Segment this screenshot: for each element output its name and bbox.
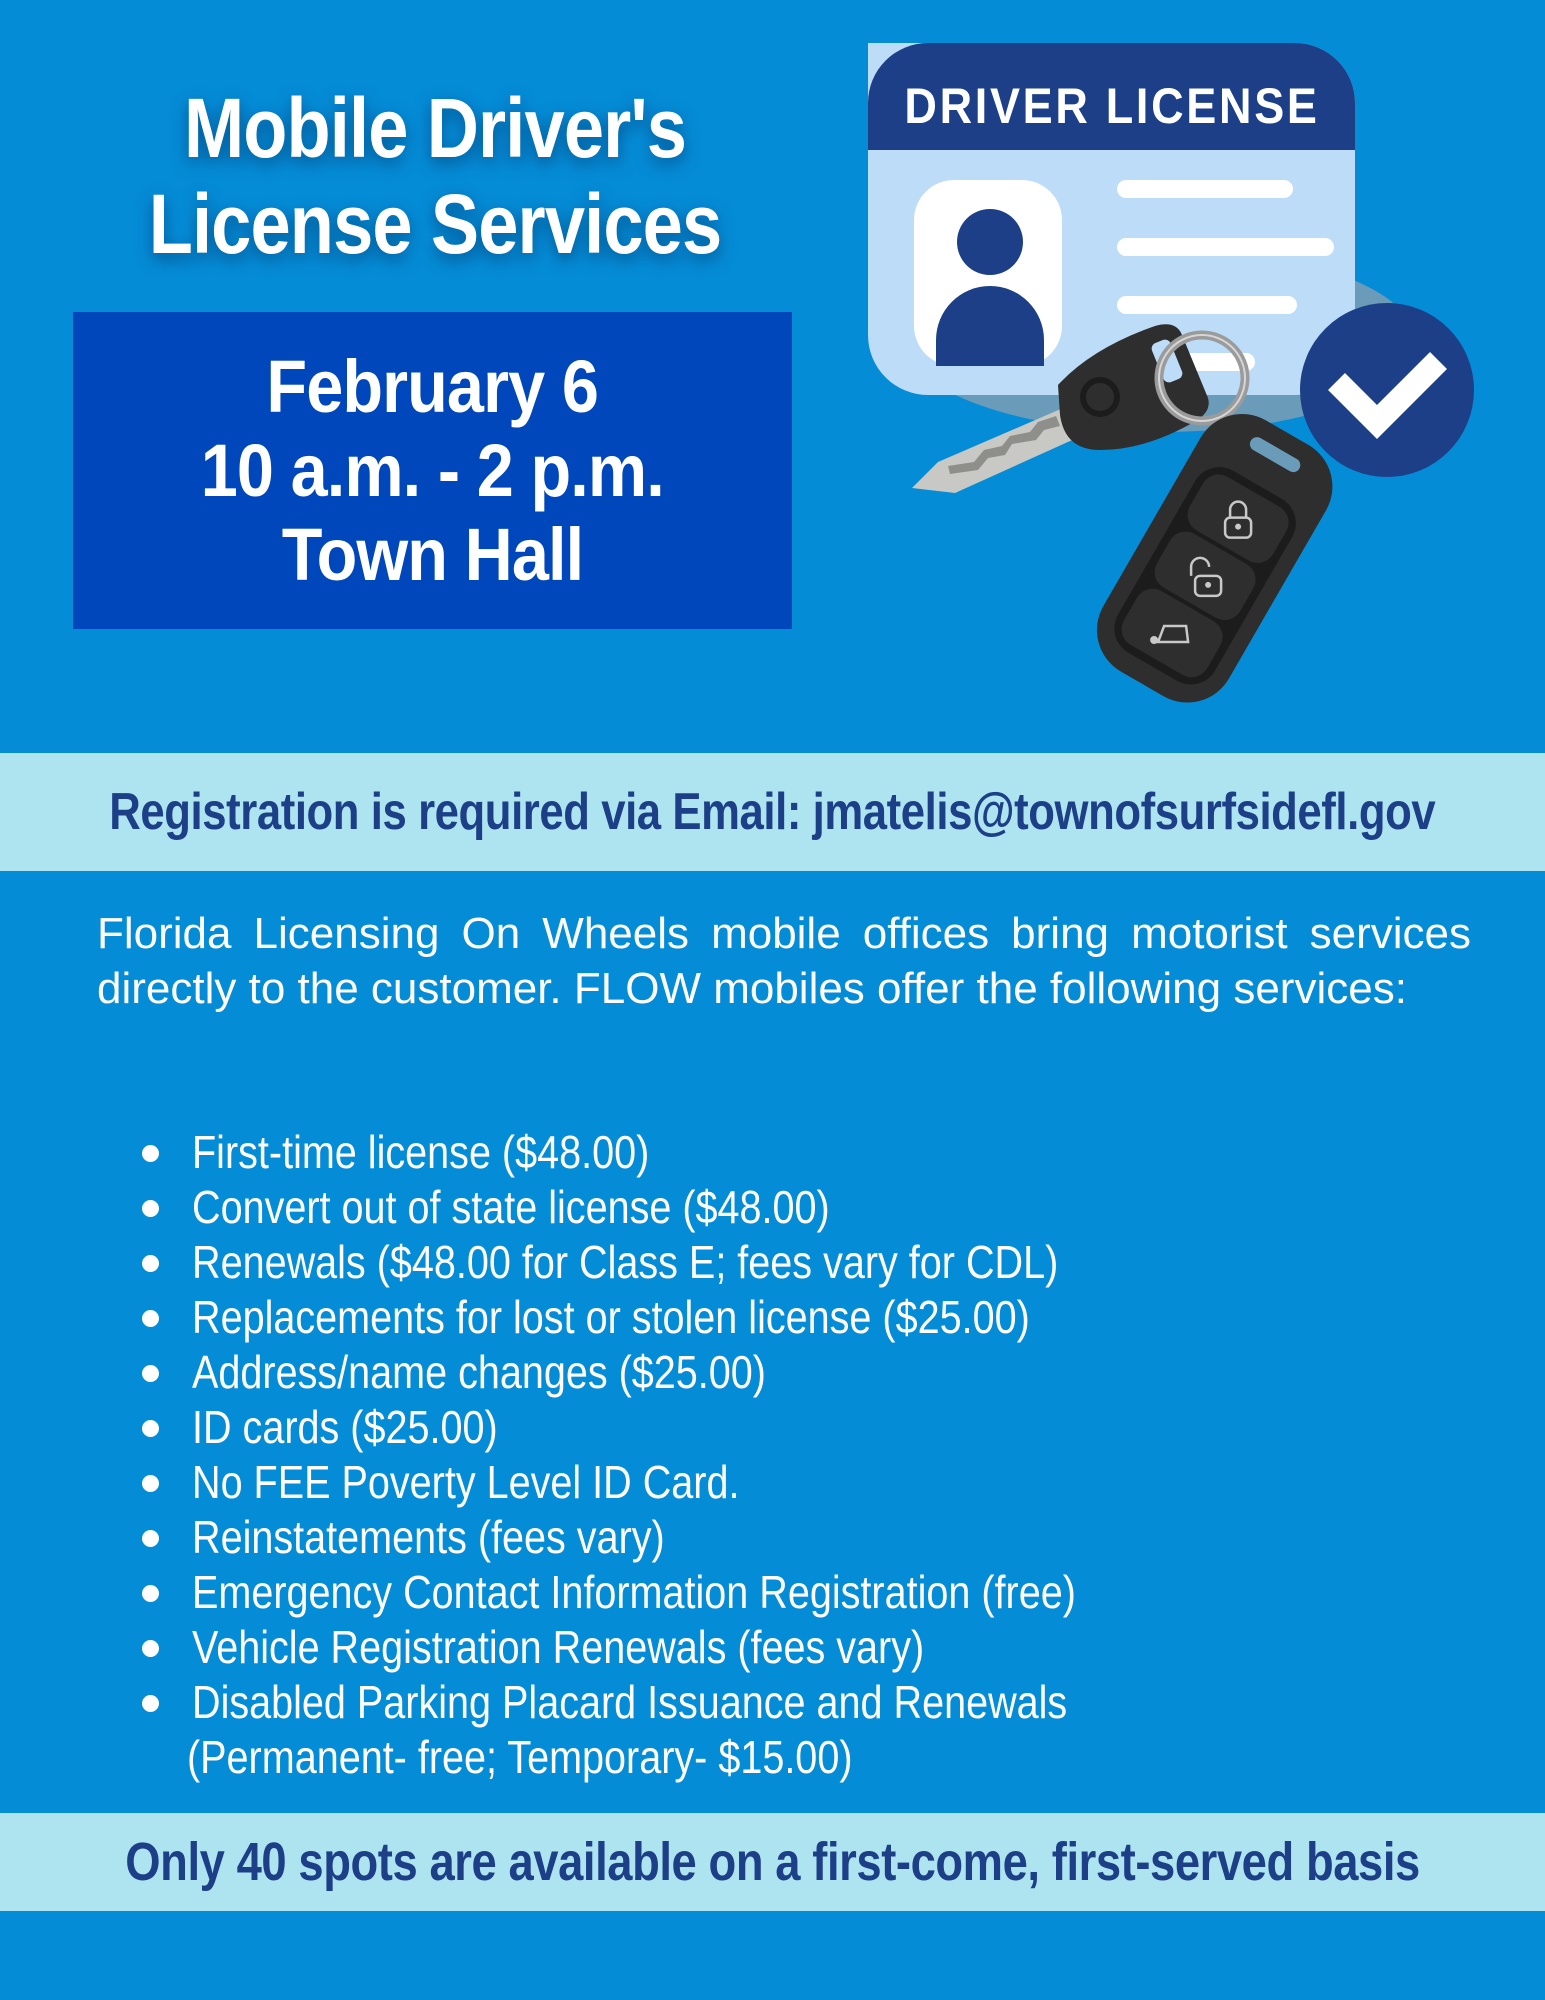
list-item: No FEE Poverty Level ID Card. xyxy=(130,1455,1430,1510)
bullet-icon xyxy=(142,1475,159,1492)
bullet-icon xyxy=(142,1145,159,1162)
bullet-icon xyxy=(142,1530,159,1547)
intro-paragraph: Florida Licensing On Wheels mobile offices bring motorist services directly to the customer. FLOW mobiles offer the following services: xyxy=(97,909,1471,1013)
event-date: February 6 xyxy=(266,344,599,428)
bullet-icon xyxy=(142,1695,159,1712)
list-item: Emergency Contact Information Registration (free) xyxy=(130,1565,1430,1620)
event-time: 10 a.m. - 2 p.m. xyxy=(200,428,665,512)
checkmark-badge-icon xyxy=(1300,303,1474,477)
event-location: Town Hall xyxy=(281,512,584,596)
bullet-icon xyxy=(142,1255,159,1272)
svg-text:DRIVER LICENSE: DRIVER LICENSE xyxy=(904,78,1320,135)
list-item: Replacements for lost or stolen license ($25.00) xyxy=(130,1290,1430,1345)
bullet-icon xyxy=(142,1585,159,1602)
bullet-icon xyxy=(142,1365,159,1382)
list-item: Disabled Parking Placard Issuance and Renewals (Permanent- free; Temporary- $15.00) xyxy=(130,1675,1430,1785)
driver-license-illustration xyxy=(860,30,1510,710)
list-item: Address/name changes ($25.00) xyxy=(130,1345,1430,1400)
title-line-2: License Services xyxy=(148,177,722,271)
services-list xyxy=(130,1125,1430,1785)
registration-banner xyxy=(0,753,1545,871)
flyer-title xyxy=(87,80,784,272)
title-line-1: Mobile Driver's xyxy=(183,81,687,175)
list-item: Vehicle Registration Renewals (fees vary) xyxy=(130,1620,1430,1675)
bullet-icon xyxy=(142,1420,159,1437)
list-item: Convert out of state license ($48.00) xyxy=(130,1180,1430,1235)
list-item: First-time license ($48.00) xyxy=(130,1125,1430,1180)
bullet-icon xyxy=(142,1200,159,1217)
list-item: Renewals ($48.00 for Class E; fees vary for CDL) xyxy=(130,1235,1430,1290)
bullet-icon xyxy=(142,1640,159,1657)
list-item-subtext: (Permanent- free; Temporary- $15.00) xyxy=(187,1731,853,1783)
spots-notice-banner xyxy=(0,1813,1545,1911)
list-item: ID cards ($25.00) xyxy=(130,1400,1430,1455)
list-item: Reinstatements (fees vary) xyxy=(130,1510,1430,1565)
spots-notice-text: Only 40 spots are available on a first-come, first-served basis xyxy=(125,1832,1420,1892)
registration-text: Registration is required via Email: jmatelis@townofsurfsidefl.gov xyxy=(109,783,1436,841)
event-details-box xyxy=(73,312,792,629)
bullet-icon xyxy=(142,1310,159,1327)
id-card-icon xyxy=(868,43,1355,395)
